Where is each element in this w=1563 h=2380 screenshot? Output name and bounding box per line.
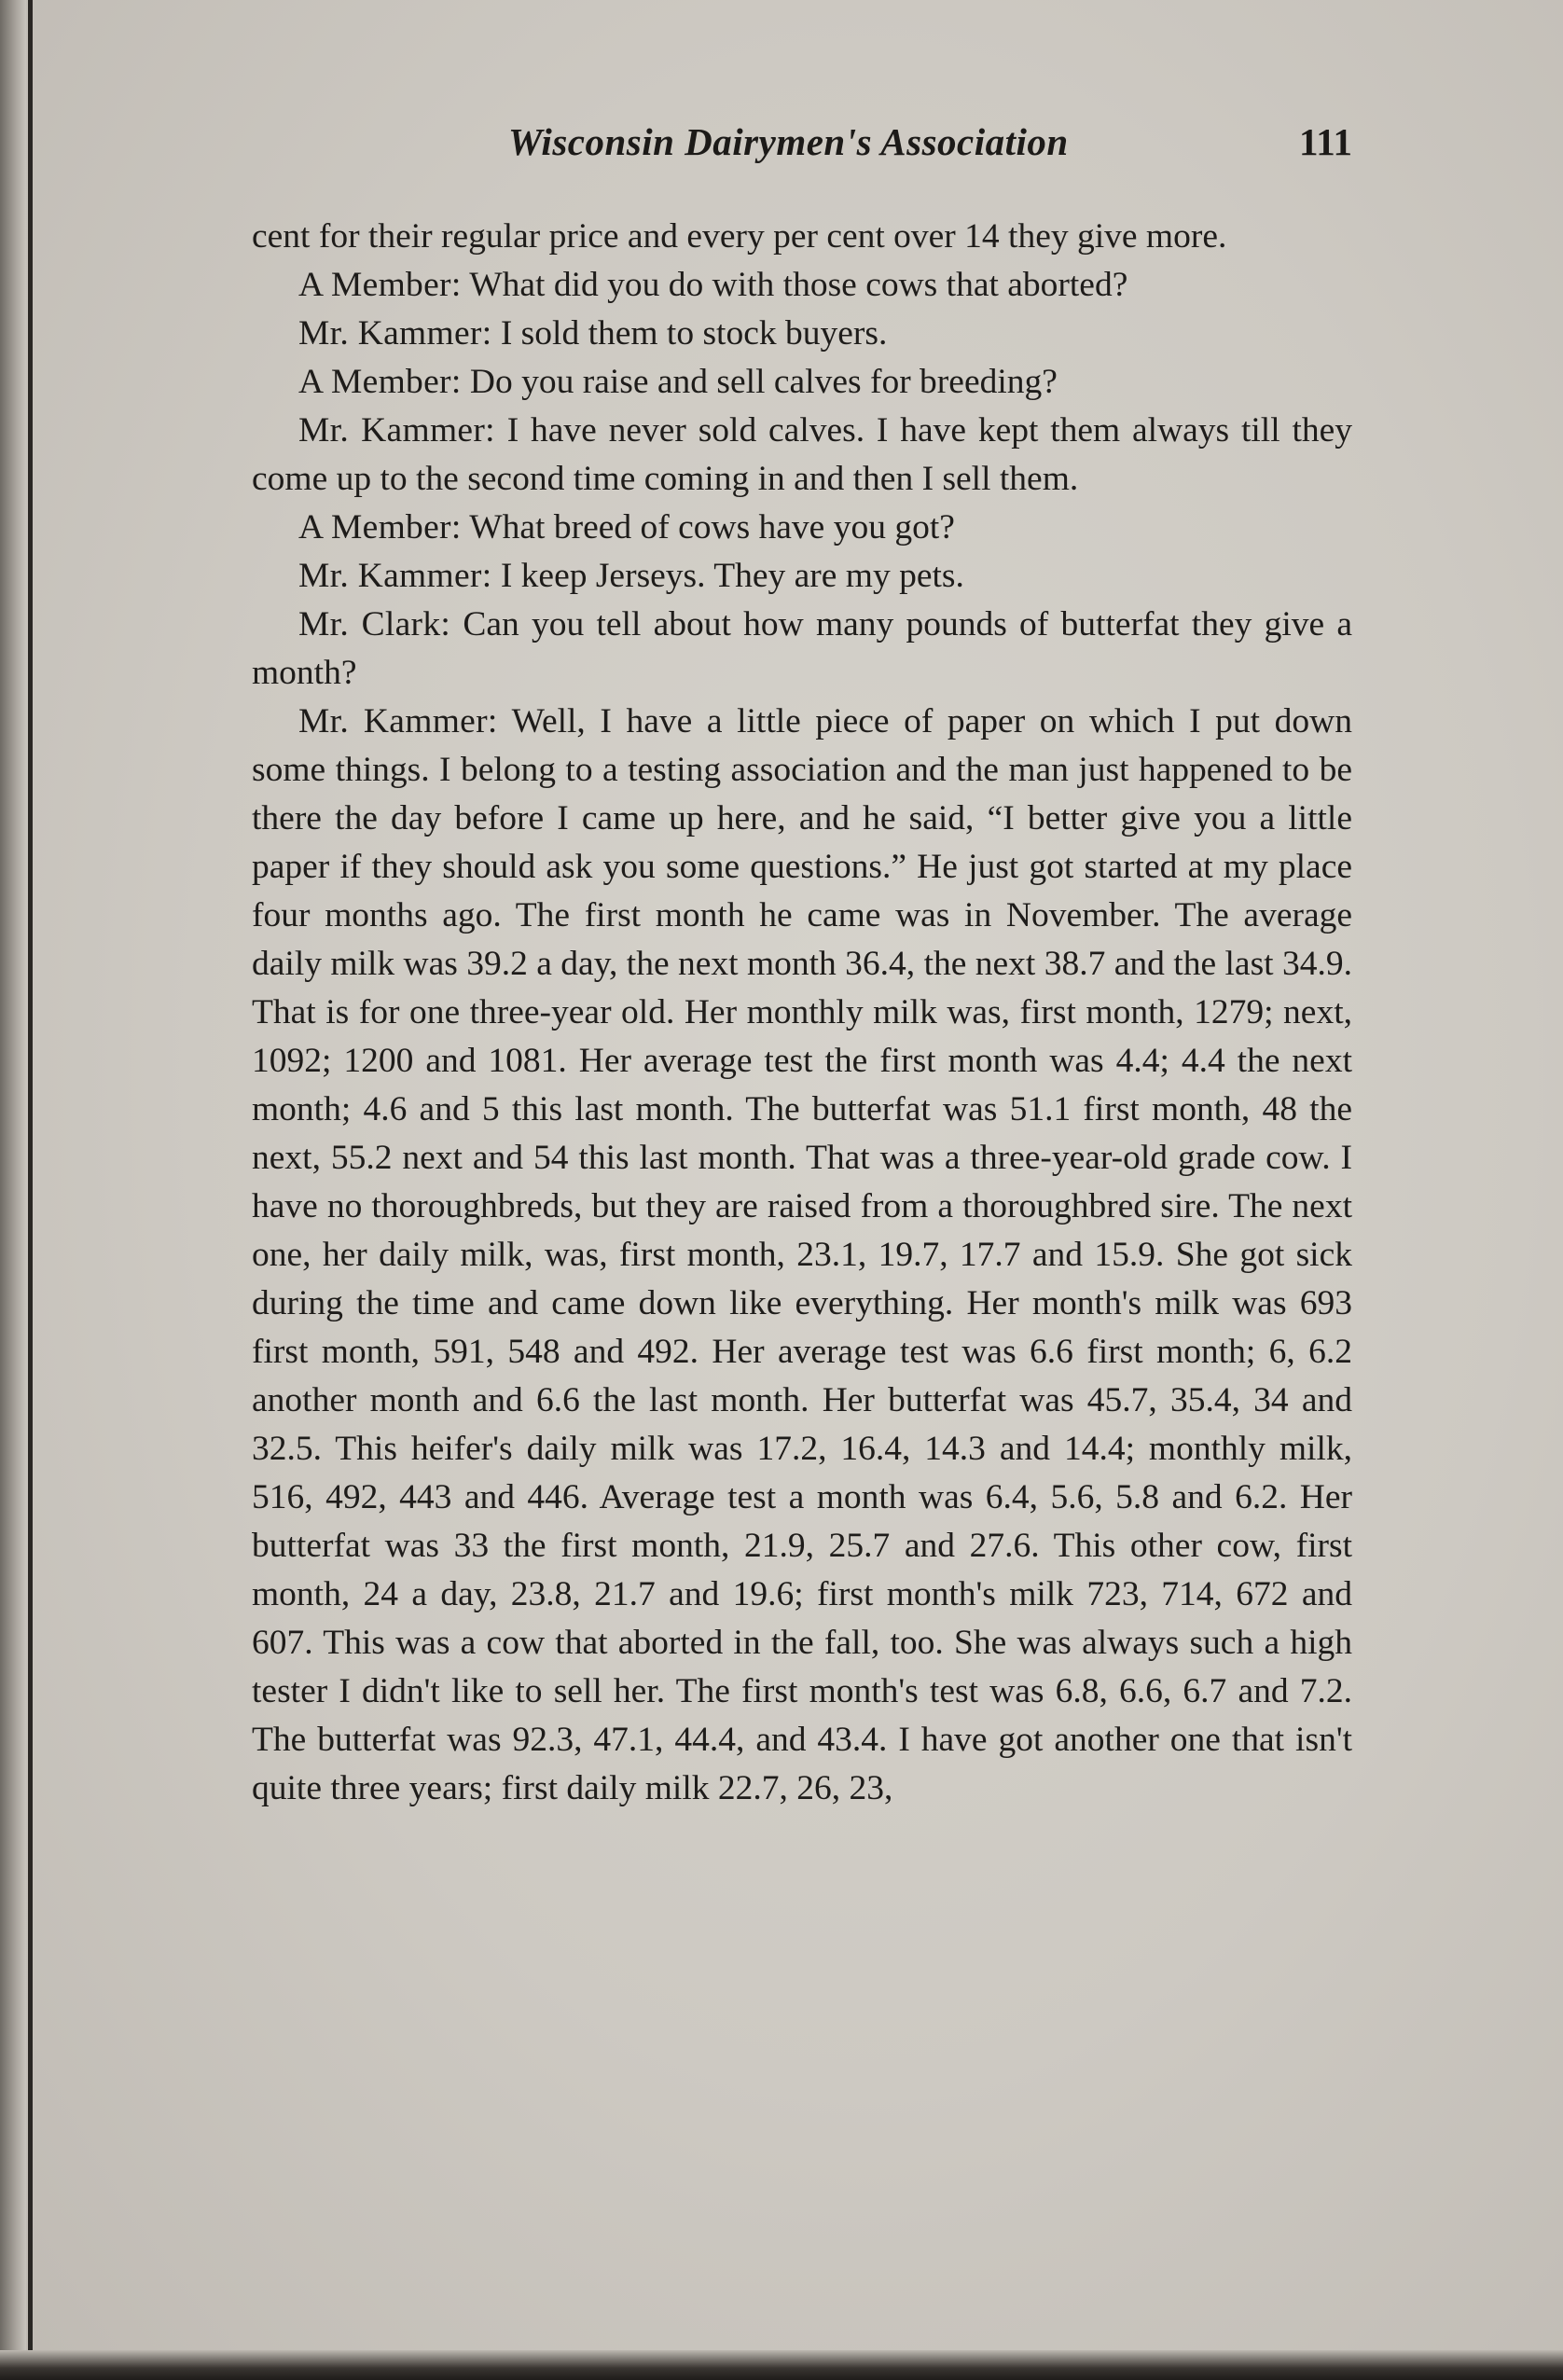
paragraph-text: What breed of cows have you got? (469, 508, 955, 547)
bottom-edge (0, 2350, 1563, 2380)
paragraph (252, 601, 1352, 698)
paragraph (252, 213, 1352, 261)
speaker: Mr. Kammer: (298, 702, 498, 740)
paragraph (252, 552, 1352, 601)
binding-edge (0, 0, 26, 2380)
paragraph-text: Can you tell about how many pounds of butterfat they give a month? (252, 605, 1353, 692)
paragraph-text: Do you raise and sell calves for breeding? (469, 363, 1058, 401)
paragraph-text: I sold them to stock buyers. (500, 314, 888, 353)
speaker: Mr. Kammer: (298, 411, 495, 450)
paragraph (252, 407, 1352, 504)
paragraph-text: What did you do with those cows that aborted? (469, 266, 1128, 304)
running-title: Wisconsin Dairymen's Association (508, 120, 1069, 163)
paragraph-text: cent for their regular price and every per cent over 14 they give more. (252, 217, 1227, 256)
body-text (252, 213, 1352, 1813)
speaker: Mr. Kammer: (298, 557, 492, 595)
speaker: Mr. Clark: (298, 605, 451, 643)
paragraph (252, 698, 1352, 1813)
paragraph (252, 310, 1352, 358)
paragraph (252, 504, 1352, 552)
binding-line (28, 0, 33, 2380)
paragraph (252, 261, 1352, 310)
running-head (252, 119, 1352, 175)
speaker: A Member: (298, 266, 462, 304)
page-number: 111 (1299, 120, 1352, 163)
speaker: A Member: (298, 363, 462, 401)
speaker: A Member: (298, 508, 462, 547)
speaker: Mr. Kammer: (298, 314, 492, 353)
paragraph-text: I keep Jerseys. They are my pets. (500, 557, 964, 595)
paragraph-text: Well, I have a little piece of paper on which I put down some things. I belong to a testing association and the man just happened to be there the day before I came up here, and he said, “I better give you a little paper if they should ask you some questions.” He just got started at my place four months ago. The first month he came was in November. The average daily milk was 39.2 a day, the next month 36.4, the next 38.7 and the last 34.9. That is for one three-year old. Her monthly milk was, first month, 1279; next, 1092; 1200 and 1081. Her average test the first month was 4.4; 4.4 the next month; 4.6 and 5 this last month. The butterfat was 51.1 first month, 48 the next, 55.2 next and 54 this last month. That was a three-year-old grade cow. I have no thoroughbreds, but they are raised from a thoroughbred sire. The next one, her daily milk, was, first month, 23.1, 19.7, 17.7 and 15.9. She got sick during the time and came down like everything. Her month's milk was 693 first month, 591, 548 and 492. Her average test was 6.6 first month; 6, 6.2 another month and 6.6 the last month. Her butterfat was 45.7, 35.4, 34 and 32.5. This heifer's daily milk was 17.2, 16.4, 14.3 and 14.4; monthly milk, 516, 492, 443 and 446. Average test a month was 6.4, 5.6, 5.8 and 6.2. Her butterfat was 33 the first month, 21.9, 25.7 and 27.6. This other cow, first month, 24 a day, 23.8, 21.7 and 19.6; first month's milk 723, 714, 672 and 607. This was a cow that aborted in the fall, too. She was always such a high tester I didn't like to sell her. The first month's test was 6.8, 6.6, 6.7 and 7.2. The butterfat was 92.3, 47.1, 44.4, and 43.4. I have got another one that isn't quite three years; first daily milk 22.7, 26, 23, (252, 702, 1352, 1807)
paragraph (252, 358, 1352, 407)
paragraph-text: I have never sold calves. I have kept them always till they come up to the second time coming in and then I sell them. (252, 411, 1353, 498)
